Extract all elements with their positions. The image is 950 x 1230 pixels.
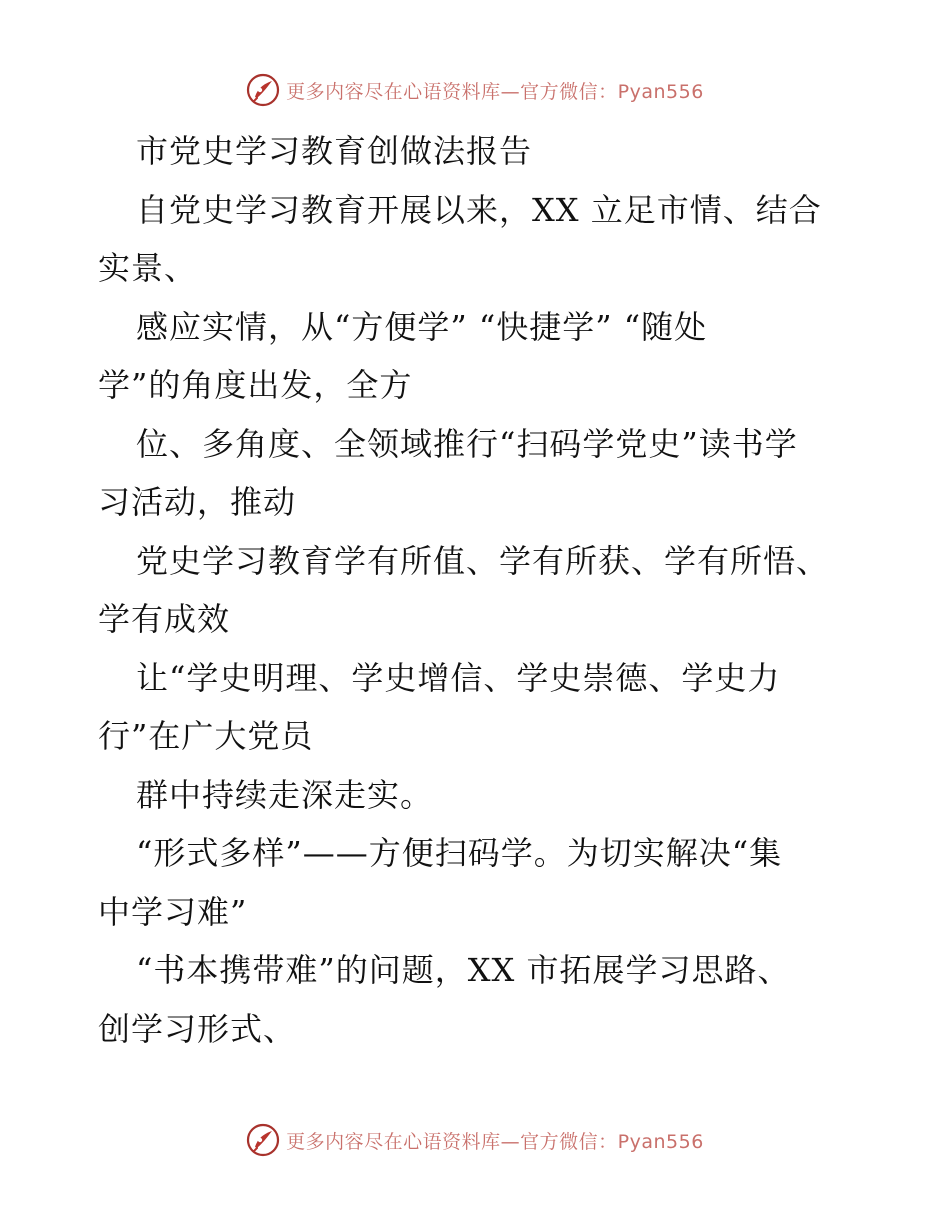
- text-line: 市党史学习教育创做法报告: [136, 132, 533, 170]
- text-line: 学”的角度出发，全方: [98, 366, 413, 404]
- text-line: 学有成效: [98, 600, 231, 638]
- text-line: 实景、: [98, 249, 198, 287]
- pen-logo-icon: [246, 73, 280, 107]
- text-line: 让“学史明理、学史增信、学史崇德、学史力: [136, 658, 781, 697]
- watermark-header: [0, 70, 950, 110]
- text-line: “书本携带难”的问题，XX 市拓展学习思路、: [136, 951, 791, 989]
- watermark-footer: [0, 1120, 950, 1160]
- text-line: 中学习难”: [98, 892, 248, 931]
- text-line: 习活动，推动: [98, 483, 297, 521]
- text-line: 感应实情，从“方便学” “快捷学” “随处: [136, 307, 708, 346]
- watermark-text: 更多内容尽在心语资料库—官方微信：Pyan556: [286, 1130, 704, 1153]
- text-line: “形式多样”——方便扫码学。为切实解决“集: [136, 834, 783, 872]
- text-line: 位、多角度、全领域推行“扫码学党史”读书学: [136, 424, 798, 463]
- pen-logo-icon: [246, 1123, 280, 1157]
- text-line: 群中持续走深走实。: [136, 775, 434, 814]
- document-body: [98, 122, 868, 1058]
- text-line: 行”在广大党员: [98, 717, 314, 755]
- text-line: 自党史学习教育开展以来，XX 立足市情、结合: [136, 190, 822, 229]
- watermark-text: 更多内容尽在心语资料库—官方微信：Pyan556: [286, 80, 704, 103]
- text-line: 创学习形式、: [98, 1009, 297, 1048]
- text-line: 党史学习教育学有所值、学有所获、学有所悟、: [136, 541, 830, 580]
